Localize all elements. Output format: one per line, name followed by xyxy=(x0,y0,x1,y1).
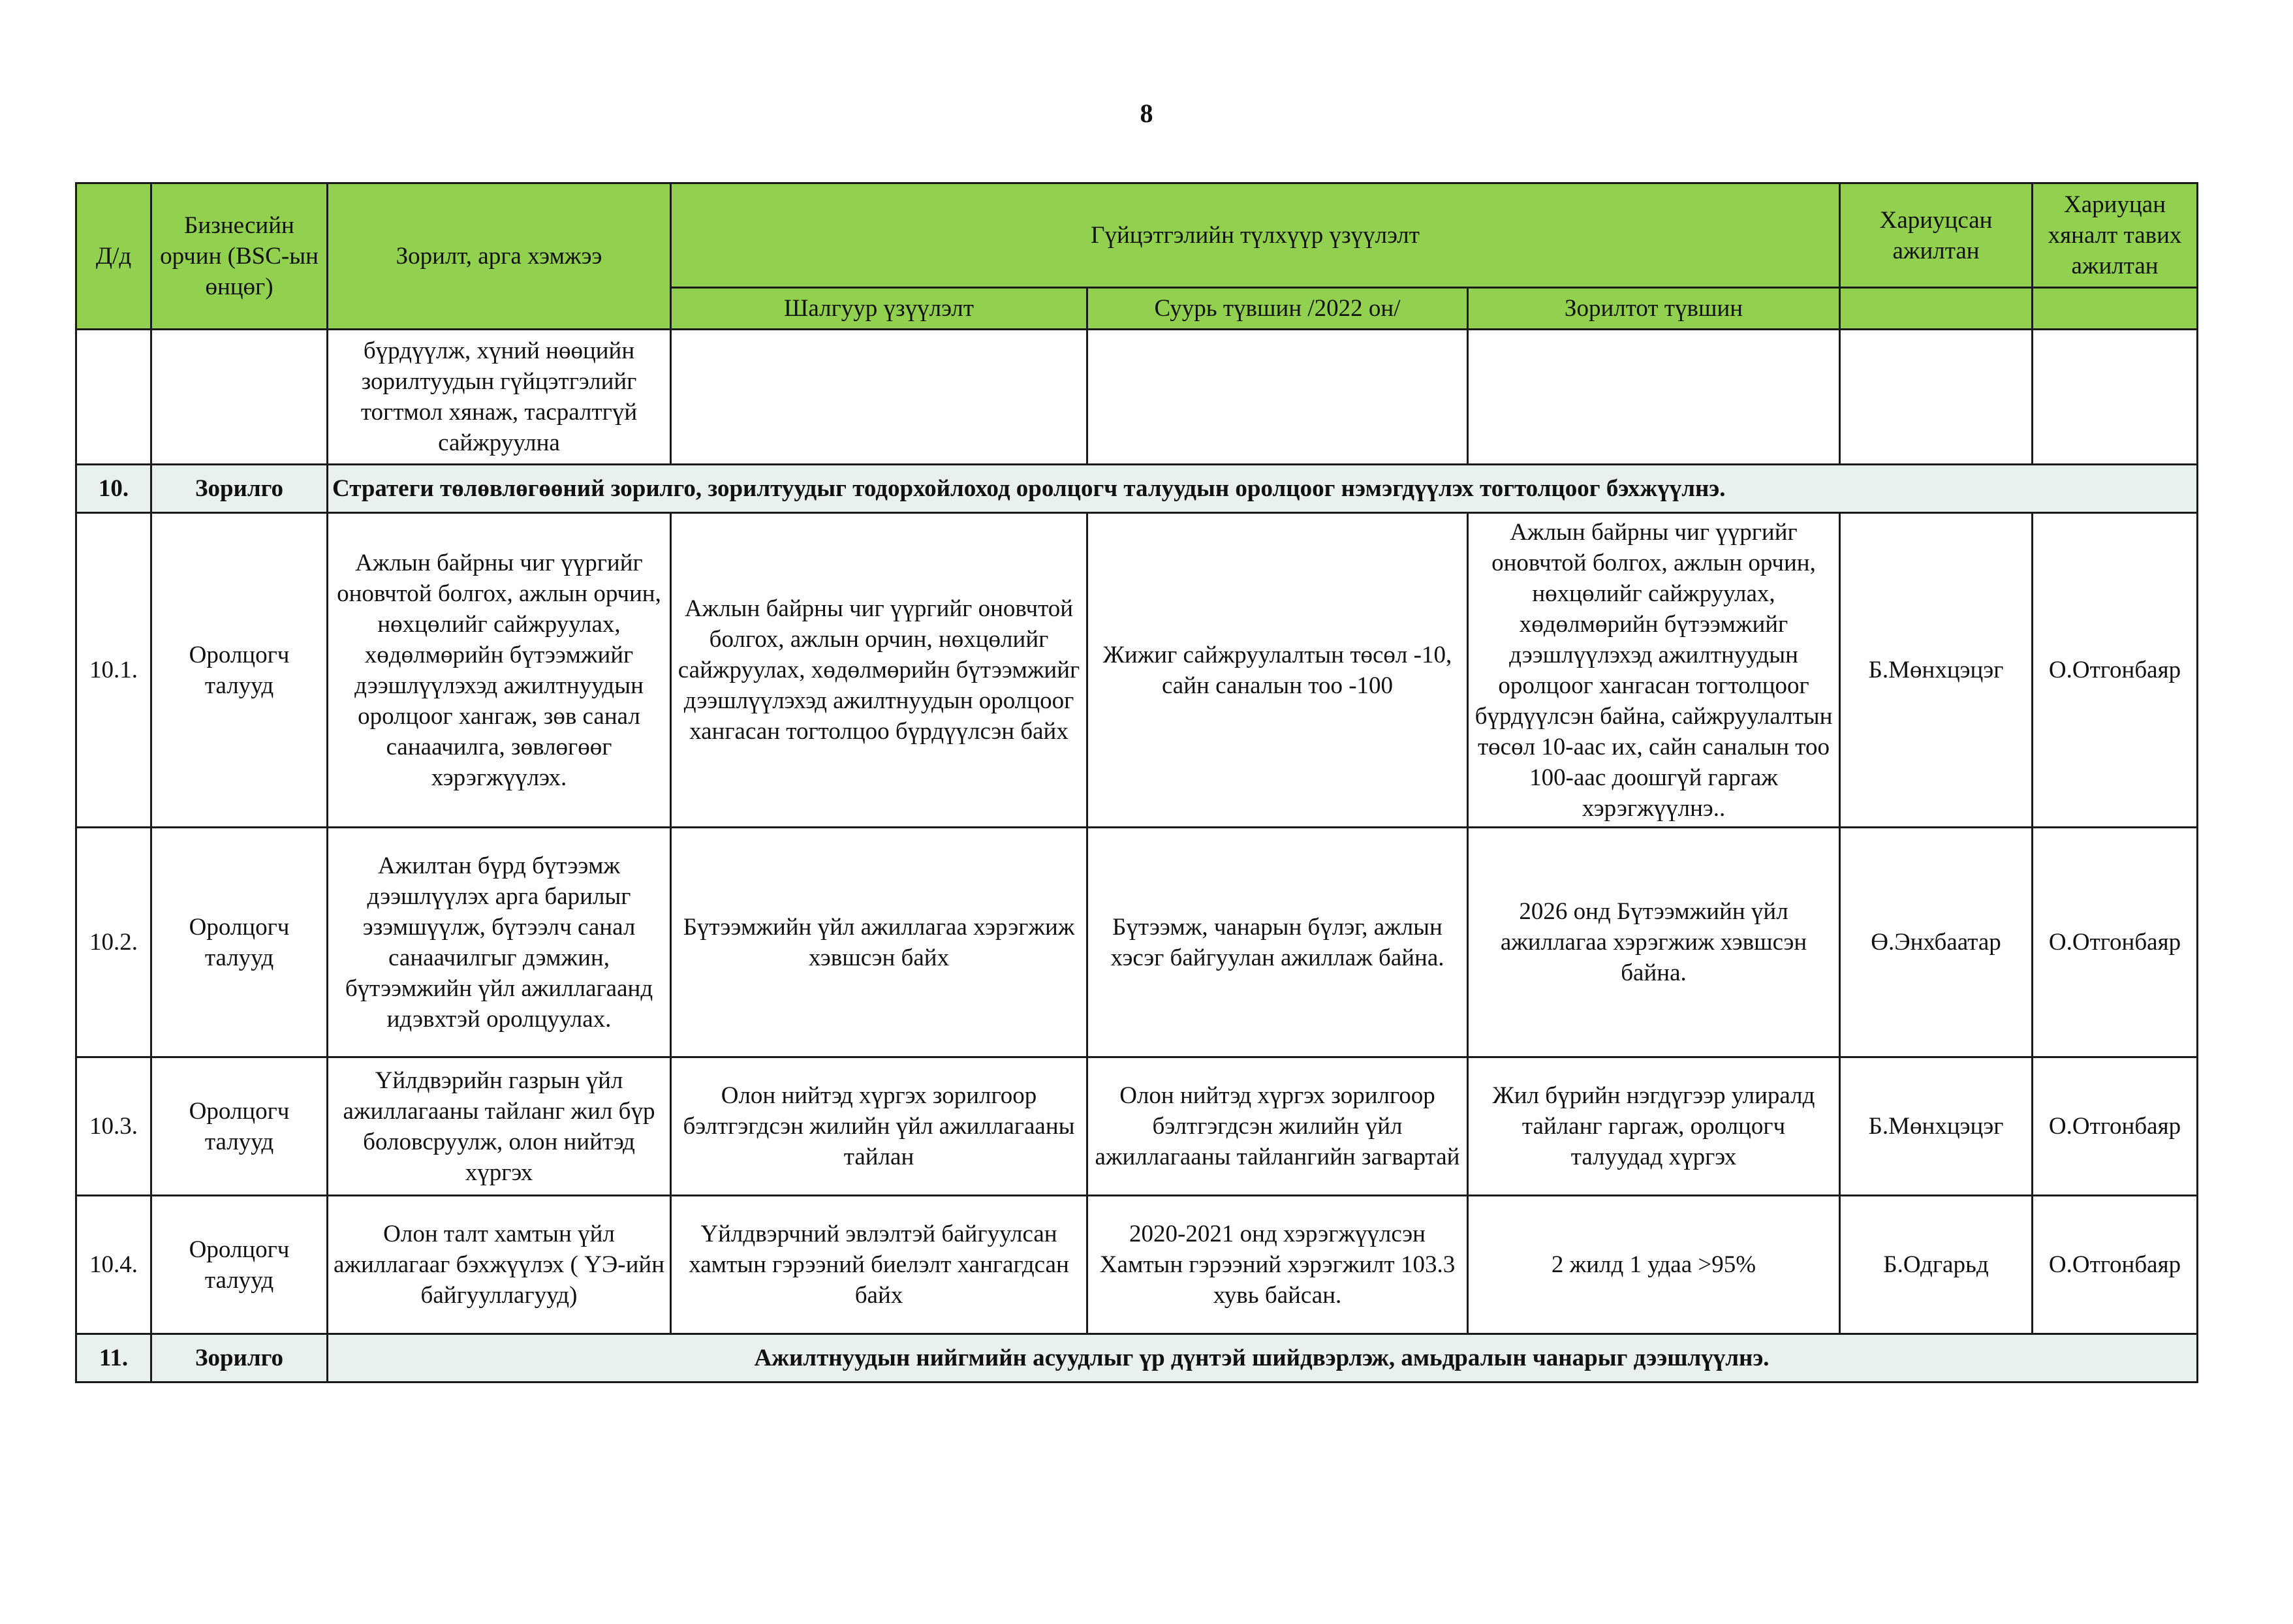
cell-bsc: Оролцогч талууд xyxy=(151,1057,328,1196)
page-number: 8 xyxy=(1140,99,1153,128)
cell-controller: О.Отгонбаяр xyxy=(2033,1196,2198,1334)
table-header-row xyxy=(76,183,2198,288)
header-bsc: Бизнесийн орчин (BSC-ын өнцөг) xyxy=(151,183,328,330)
table-row xyxy=(76,1196,2198,1334)
cell-target: 2026 онд Бүтээмжийн үйл ажиллагаа хэрэгжиж хэвшсэн байна. xyxy=(1468,828,1840,1057)
continuation-row xyxy=(76,330,2198,465)
cell-target: 2 жилд 1 удаа >95% xyxy=(1468,1196,1840,1334)
cell-bsc: Оролцогч талууд xyxy=(151,513,328,828)
header-kpi-indicator: Шалгуур үзүүлэлт xyxy=(671,288,1087,330)
cell-num xyxy=(76,330,151,465)
cell-indicator: Бүтээмжийн үйл ажиллагаа хэрэгжиж хэвшсэн байх xyxy=(671,828,1087,1057)
cell-num: 10.4. xyxy=(76,1196,151,1334)
cell-controller: О.Отгонбаяр xyxy=(2033,1057,2198,1196)
cell-target: Ажлын байрны чиг үүргийг оновчтой болгох, ажлын орчин, нөхцөлийг сайжруулах, хөдөлмөрийн бүтээмжийг дээшлүүлэхэд ажилтнуудын оролцоог хангасан тогтолцоог бүрдүүлсэн байна, сайжруулалтын төсөл 10-аас их, сайн саналын тоо 100-аас доошгүй гаргаж хэрэгжүүлнэ.. xyxy=(1468,513,1840,828)
section-title: Ажилтнуудын нийгмийн асуудлыг үр дүнтэй шийдвэрлэж, амьдралын чанарыг дээшлүүлнэ. xyxy=(328,1334,2198,1382)
cell-bsc: Оролцогч талууд xyxy=(151,1196,328,1334)
cell-goal: Үйлдвэрийн газрын үйл ажиллагааны тайланг жил бүр боловсруулж, олон нийтэд хүргэх xyxy=(328,1057,671,1196)
cell-baseline: Жижиг сайжруулалтын төсөл -10, сайн саналын тоо -100 xyxy=(1087,513,1468,828)
cell-responsible xyxy=(1840,330,2033,465)
cell-baseline: Бүтээмж, чанарын бүлэг, ажлын хэсэг байгуулан ажиллаж байна. xyxy=(1087,828,1468,1057)
cell-num: 10.3. xyxy=(76,1057,151,1196)
table-row xyxy=(76,513,2198,828)
cell-indicator: Ажлын байрны чиг үүргийг оновчтой болгох, ажлын орчин, нөхцөлийг сайжруулах, хөдөлмөрийн бүтээмжийг дээшлүүлэхэд ажилтнуудын оролцоог хангасан тогтолцоо бүрдүүлсэн байх xyxy=(671,513,1087,828)
section-num: 11. xyxy=(76,1334,151,1382)
cell-goal: Олон талт хамтын үйл ажиллагааг бэхжүүлэх ( ҮЭ-ийн байгууллагууд) xyxy=(328,1196,671,1334)
header-kpi-group: Гүйцэтгэлийн түлхүүр үзүүлэлт xyxy=(671,183,1840,288)
cell-target xyxy=(1468,330,1840,465)
section-label: Зорилго xyxy=(151,465,328,513)
cell-responsible: Ө.Энхбаатар xyxy=(1840,828,2033,1057)
cell-responsible: Б.Мөнхцэцэг xyxy=(1840,1057,2033,1196)
cell-bsc: Оролцогч талууд xyxy=(151,828,328,1057)
cell-goal: бүрдүүлж, хүний нөөцийн зорилтуудын гүйцэтгэлийг тогтмол хянаж, тасралтгүй сайжруулна xyxy=(328,330,671,465)
section-row xyxy=(76,465,2198,513)
section-label: Зорилго xyxy=(151,1334,328,1382)
cell-indicator: Олон нийтэд хүргэх зорилгоор бэлтгэгдсэн жилийн үйл ажиллагааны тайлан xyxy=(671,1057,1087,1196)
table-row xyxy=(76,828,2198,1057)
cell-controller xyxy=(2033,330,2198,465)
cell-goal: Ажлын байрны чиг үүргийг оновчтой болгох, ажлын орчин, нөхцөлийг сайжруулах, хөдөлмөрийн бүтээмжийг дээшлүүлэхэд ажилтнуудын оролцоог хангаж, зөв санал санаачилга, зөвлөгөөг хэрэгжүүлэх. xyxy=(328,513,671,828)
cell-indicator xyxy=(671,330,1087,465)
cell-num: 10.1. xyxy=(76,513,151,828)
section-row xyxy=(76,1334,2198,1382)
header-kpi-target: Зорилтот түвшин xyxy=(1468,288,1840,330)
cell-baseline: Олон нийтэд хүргэх зорилгоор бэлтгэгдсэн жилийн үйл ажиллагааны тайлангийн загвартай xyxy=(1087,1057,1468,1196)
cell-responsible: Б.Одгарьд xyxy=(1840,1196,2033,1334)
header-responsible: Хариуцсан ажилтан xyxy=(1840,183,2033,288)
header-controller: Хариуцан хяналт тавих ажилтан xyxy=(2033,183,2198,288)
cell-controller: О.Отгонбаяр xyxy=(2033,513,2198,828)
cell-bsc xyxy=(151,330,328,465)
cell-baseline: 2020-2021 онд хэрэгжүүлсэн Хамтын гэрээний хэрэгжилт 103.3 хувь байсан. xyxy=(1087,1196,1468,1334)
table-row xyxy=(76,1057,2198,1196)
cell-target: Жил бүрийн нэгдүгээр улиралд тайланг гаргаж, оролцогч талуудад хүргэх xyxy=(1468,1057,1840,1196)
cell-responsible: Б.Мөнхцэцэг xyxy=(1840,513,2033,828)
cell-goal: Ажилтан бүрд бүтээмж дээшлүүлэх арга барилыг эзэмшүүлж, бүтээлч санал санаачилгыг дэмжин, бүтээмжийн үйл ажиллагаанд идэвхтэй оролцуулах. xyxy=(328,828,671,1057)
cell-indicator: Үйлдвэрчний эвлэлтэй байгуулсан хамтын гэрээний биелэлт хангагдсан байх xyxy=(671,1196,1087,1334)
cell-num: 10.2. xyxy=(76,828,151,1057)
strategy-plan-table xyxy=(75,182,2198,1383)
header-responsible-blank xyxy=(1840,288,2033,330)
header-controller-blank xyxy=(2033,288,2198,330)
section-num: 10. xyxy=(76,465,151,513)
header-goal: Зорилт, арга хэмжээ xyxy=(328,183,671,330)
cell-controller: О.Отгонбаяр xyxy=(2033,828,2198,1057)
section-title: Стратеги төлөвлөгөөний зорилго, зорилтуудыг тодорхойлоход оролцогч талуудын оролцоог нэмэгдүүлэх тогтолцоог бэхжүүлнэ. xyxy=(328,465,2198,513)
cell-baseline xyxy=(1087,330,1468,465)
header-num: Д/д xyxy=(76,183,151,330)
header-kpi-baseline: Суурь түвшин /2022 он/ xyxy=(1087,288,1468,330)
